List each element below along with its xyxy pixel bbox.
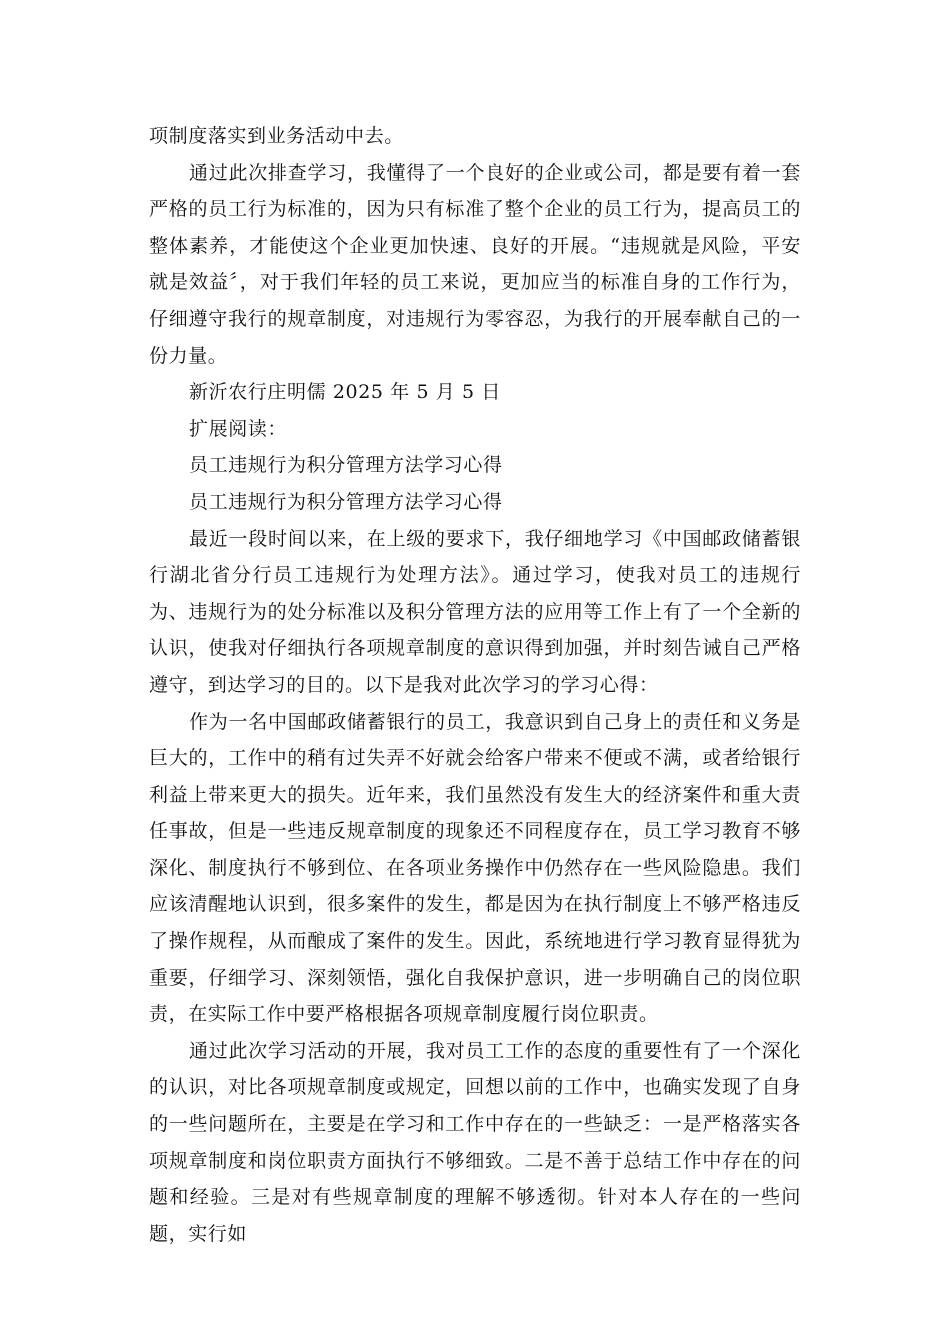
paragraph-study-reflection: 通过此次排查学习，我懂得了一个良好的企业或公司，都是要有着一套严格的员工行为标准的，因为只有标准了整个企业的员工行为，提高员工的整体素养，才能使这个企业更加快速、良好的开展。“违规就是风险，平安就是效益〞，对于我们年轻的员工来说，更加应当的标准自身的工作行为，仔细遵守我行的规章制度，对违规行为零容忍，为我行的开展奉献自己的一份力量。 <box>149 161 801 367</box>
article-title-repeat: 员工违规行为积分管理方法学习心得 <box>189 490 503 513</box>
signature-line: 新沂农行庄明儒 2025 年 5 月 5 日 <box>189 381 501 404</box>
paragraph-responsibility: 作为一名中国邮政储蓄银行的员工，我意识到自己身上的责任和义务是巨大的，工作中的稍有过失弄不好就会给客户带来不便或不满，或者给银行利益上带来更大的损失。近年来，我们虽然没有发生大的经济案件和重大责任事故，但是一些违反规章制度的现象还不同程度存在，员工学习教育不够深化、制度执行不够到位、在各项业务操作中仍然存在一些风险隐患。我们应该清醒地认识到，很多案件的发生，都是因为在执行制度上不够严格违反了操作规程，从而酿成了案件的发生。因此，系统地进行学习教育显得犹为重要，仔细学习、深刻领悟，强化自我保护意识，进一步明确自己的岗位职责，在实际工作中要严格根据各项规章制度履行岗位职责。 <box>149 710 801 1026</box>
article-title: 员工违规行为积分管理方法学习心得 <box>189 454 503 477</box>
paragraph-introduction: 最近一段时间以来，在上级的要求下，我仔细地学习《中国邮政储蓄银行湖北省分行员工违规行为处理方法》。通过学习，使我对员工的违规行为、违规行为的处分标准以及积分管理方法的应用等工作上有了一个全新的认识，使我对仔细执行各项规章制度的意识得到加强，并时刻告诫自己严格遵守，到达学习的目的。以下是我对此次学习的学习心得： <box>149 527 801 696</box>
paragraph-shortcomings: 通过此次学习活动的开展，我对员工工作的态度的重要性有了一个深化的认识，对比各项规章制度或规定，回想以前的工作中，也确实发现了自身的一些问题所在，主要是在学习和工作中存在的一些缺乏：一是严格落实各项规章制度和岗位职责方面执行不够细致。二是不善于总结工作中存在的问题和经验。三是对有些规章制度的理解不够透彻。针对本人存在的一些问题，实行如 <box>149 1039 801 1245</box>
document-body <box>149 118 801 1252</box>
extended-reading-label: 扩展阅读： <box>189 417 288 440</box>
paragraph-continuation: 项制度落实到业务活动中去。 <box>149 125 404 147</box>
